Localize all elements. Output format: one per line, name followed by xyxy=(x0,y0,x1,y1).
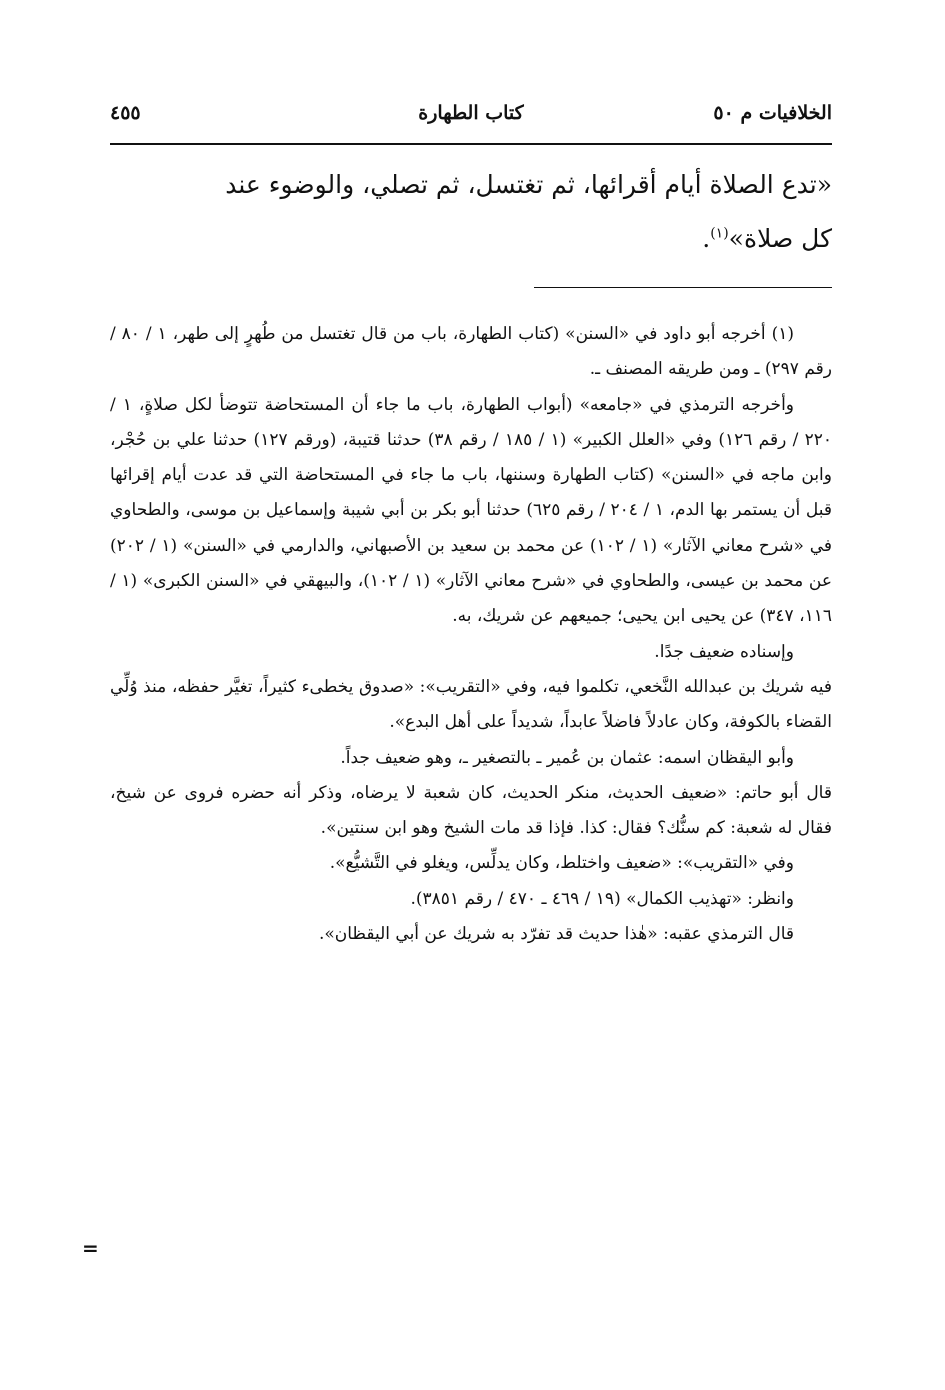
footnotes xyxy=(110,317,832,952)
running-header xyxy=(110,102,832,136)
footnote-paragraph: فيه شريك بن عبدالله النَّخعي، تكلموا فيه، وفي «التقريب»: «صدوق يخطىء كثيراً، تغيَّر حفظه، منذ وُلِّي القضاء بالكوفة، وكان عادلاً فاضلاً عابداً، شديداً على أهل البدع». xyxy=(110,676,832,733)
main-text xyxy=(110,158,832,266)
main-text-line xyxy=(110,212,832,266)
footnote-paragraph: وانظر: «تهذيب الكمال» (١٩ / ٤٦٩ ـ ٤٧٠ / رقم ٣٨٥١). xyxy=(410,888,794,909)
header-rule xyxy=(110,143,832,145)
footnote-paragraph: وأبو اليقظان اسمه: عثمان بن عُمير ـ بالتصغير ـ، وهو ضعيف جداً. xyxy=(340,747,794,768)
main-text-end: . xyxy=(702,224,711,253)
footnote-paragraph: قال الترمذي عقبه: «هٰذا حديث قد تفرّد به شريك عن أبي اليقظان». xyxy=(318,924,794,945)
footnote-paragraph: (١) أخرجه أبو داود في «السنن» (كتاب الطهارة، باب من قال تغتسل من طُهرٍ إلى طهر، ١ / ٨٠ / رقم ٢٩٧) ـ ومن طريقه المصنف ـ. xyxy=(110,324,832,380)
main-text-line: «تدع الصلاة أيام أقرائها، ثم تغتسل، ثم تصلي، والوضوء عند xyxy=(225,170,832,199)
header-volume-label: الخلافيات م ٥٠ xyxy=(713,102,832,124)
footnote-paragraph: قال أبو حاتم: «ضعيف الحديث، منكر الحديث، كان شعبة لا يرضاه، وذكر أنه حضره فروى عن شيخ، فقال له شعبة: كم سنُّك؟ فقال: كذا. فإذا قد مات الشيخ وهو ابن سنتين». xyxy=(110,782,832,839)
book-page xyxy=(82,0,833,1390)
main-text-line-text: كل صلاة» xyxy=(728,224,832,253)
footnote-paragraph: وأخرجه الترمذي في «جامعه» (أبواب الطهارة، باب ما جاء أن المستحاضة تتوضأ لكل صلاةٍ، ١ / ٢٢٠ / رقم ١٢٦) وفي «العلل الكبير» (١ / ١٨٥ / رقم ٣٨) حدثنا قتيبة، (ورقم ١٢٧) حدثنا علي بن حُجْر، وابن ماجه في «السنن» (كتاب الطهارة وسننها، باب ما جاء في المستحاضة التي قد عدت أيام إقرائها قبل أن يستمر بها الدم، ١ / ٢٠٤ / رقم ٦٢٥) حدثنا أبو بكر بن أبي شيبة وإسماعيل بن موسى، والطحاوي في «شرح معاني الآثار» (١ / ١٠٢) عن محمد بن سعيد بن الأصبهاني، والدارمي في «السنن» (١ / ٢٠٢) عن محمد بن عيسى، والطحاوي في «شرح معاني الآثار» (١ / ١٠٢)، والبيهقي في «السنن الكبرى» (١ / ١١٦، ٣٤٧) عن يحيى ابن يحيى؛ جميعهم عن شريك، به. xyxy=(110,394,833,627)
page-number: ٤٥٥ xyxy=(110,102,141,124)
footnote-separator xyxy=(534,287,832,288)
footnote-paragraph: وفي «التقريب»: «ضعيف واختلط، وكان يدلِّس، ويغلو في التَّشيُّع». xyxy=(329,853,794,874)
footnote-paragraph: وإسناده ضعيف جدًا. xyxy=(654,641,794,662)
footnote-reference: (١) xyxy=(710,225,729,242)
header-chapter-title: كتاب الطهارة xyxy=(418,102,524,124)
continuation-mark: = xyxy=(82,1236,99,1260)
